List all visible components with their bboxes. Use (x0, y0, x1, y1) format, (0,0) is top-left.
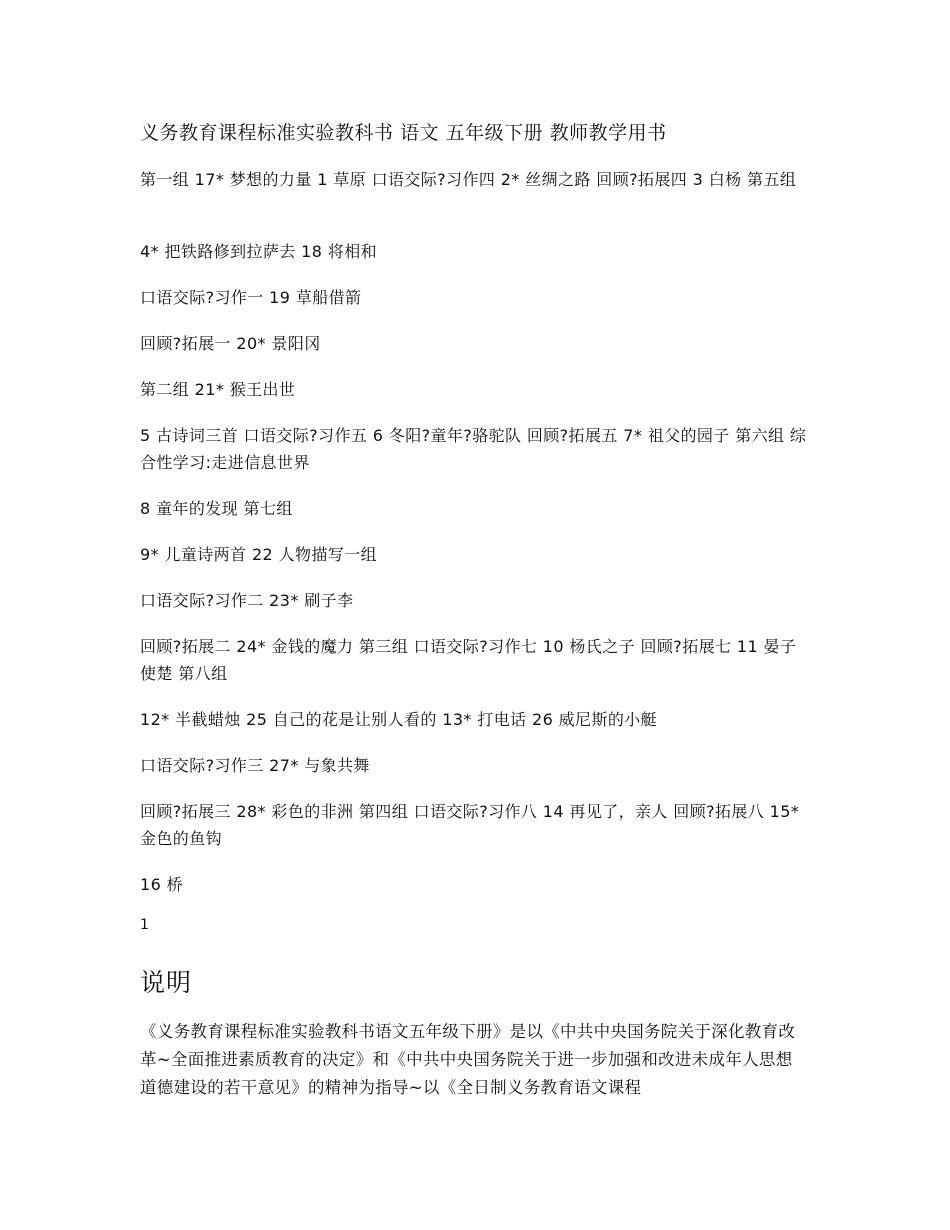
toc-line: 第二组 21* 猴王出世 (140, 380, 296, 399)
toc-line: 口语交际?习作三 27* 与象共舞 (140, 756, 370, 775)
toc-line: 第一组 17* 梦想的力量 1 草原 口语交际?习作四 2* 丝绸之路 回顾?拓展四 3 白杨 第五组 (140, 170, 797, 189)
document-title: 义务教育课程标准实验教科书 语文 五年级下册 教师教学用书 (140, 122, 667, 144)
toc-line: 口语交际?习作一 19 草船借箭 (140, 288, 362, 307)
section-heading: 说明 (140, 968, 193, 997)
toc-line: 9* 儿童诗两首 22 人物描写一组 (140, 545, 377, 564)
toc-line: 回顾?拓展二 24* 金钱的魔力 第三组 口语交际?习作七 10 杨氏之子 回顾?拓展七 11 晏子使楚 第八组 (140, 637, 797, 683)
section-body-paragraph: 《义务教育课程标准实验教科书语文五年级下册》是以《中共中央国务院关于深化教育改革~全面推进素质教育的决定》和《中共中央国务院关于进一步加强和改进未成年人思想道德建设的若干意见》的精神为指导~以《全日制义务教育语文课程 (140, 1022, 796, 1097)
page-number: 1 (140, 917, 149, 933)
toc-line: 16 桥 (140, 875, 184, 894)
toc-line: 12* 半截蜡烛 25 自己的花是让别人看的 13* 打电话 26 威尼斯的小艇 (140, 710, 658, 729)
toc-line: 回顾?拓展一 20* 景阳冈 (140, 334, 321, 353)
toc-line: 口语交际?习作二 23* 刷子李 (140, 591, 354, 610)
toc-line: 回顾?拓展三 28* 彩色的非洲 第四组 口语交际?习作八 14 再见了，亲人 回顾?拓展八 15* 金色的鱼钩 (140, 802, 800, 848)
toc-line: 8 童年的发现 第七组 (140, 499, 293, 518)
toc-line: 5 古诗词三首 口语交际?习作五 6 冬阳?童年?骆驼队 回顾?拓展五 7* 祖父的园子 第六组 综合性学习:走进信息世界 (140, 426, 807, 472)
toc-line: 4* 把铁路修到拉萨去 18 将相和 (140, 242, 377, 261)
